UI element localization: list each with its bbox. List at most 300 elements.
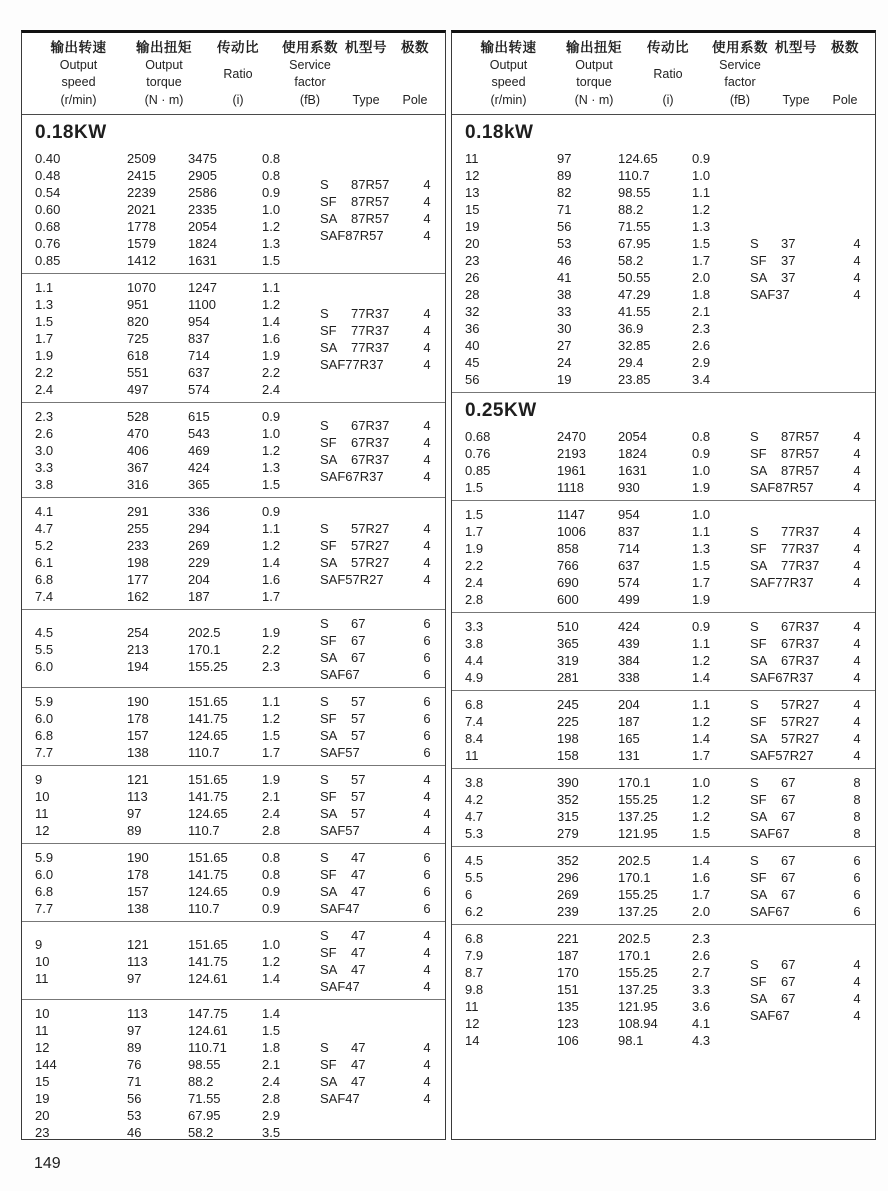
- header-label-en: Output: [489, 57, 528, 72]
- table-row: [465, 150, 750, 167]
- output-torque-value: 198: [557, 731, 579, 746]
- type-prefix: SF: [750, 253, 767, 268]
- output-speed-value: 28: [465, 287, 480, 302]
- output-speed-value: 6.2: [465, 904, 484, 919]
- ratio-value: 1100: [188, 297, 216, 312]
- table-row: [35, 727, 320, 744]
- type-line: [320, 305, 441, 322]
- type-line: [320, 866, 441, 883]
- ratio-value: 1631: [188, 253, 217, 268]
- ratio-value: 155.25: [188, 658, 228, 674]
- type-prefix: S: [320, 616, 329, 631]
- type-prefix: SA: [320, 728, 338, 743]
- pole-value: 6: [423, 711, 431, 726]
- type-model: 57: [351, 728, 366, 743]
- pole-value: 4: [423, 227, 431, 243]
- ratio-value: 170.1: [618, 775, 651, 790]
- table-row: [35, 883, 320, 900]
- type-model: 47: [345, 1091, 360, 1106]
- spec-group: [22, 609, 445, 687]
- data-rows: [22, 279, 320, 398]
- service-factor-value: 2.0: [692, 270, 711, 285]
- output-speed-value: 5.2: [35, 538, 54, 553]
- type-block: [320, 150, 445, 269]
- table-row: [35, 235, 320, 252]
- type-model: 67R37: [351, 434, 390, 450]
- table-row: [465, 713, 750, 730]
- table-row: [35, 1056, 320, 1073]
- header-label-en: factor: [724, 75, 756, 90]
- pole-value: 4: [423, 572, 431, 587]
- output-torque-value: 2021: [127, 202, 156, 217]
- header-label-en: Output: [145, 57, 183, 72]
- type-block: [320, 279, 445, 398]
- ratio-value: 499: [618, 592, 640, 607]
- type-prefix: SA: [750, 809, 768, 824]
- pole-value: 6: [423, 667, 431, 682]
- service-factor-value: 1.0: [692, 463, 711, 478]
- ratio-value: 469: [188, 443, 210, 458]
- ratio-value: 155.25: [618, 965, 658, 980]
- output-speed-value: 3.3: [35, 460, 54, 475]
- type-line: [320, 339, 441, 356]
- type-prefix: S: [750, 524, 759, 539]
- spec-group: [452, 612, 875, 690]
- type-block: [750, 930, 875, 1049]
- ratio-value: 110.7: [188, 745, 220, 760]
- table-row: [35, 588, 320, 605]
- type-line: [750, 825, 871, 842]
- output-torque-value: 245: [557, 697, 579, 712]
- type-line: [750, 540, 871, 557]
- type-line: [750, 774, 871, 791]
- service-factor-value: 1.7: [692, 253, 711, 268]
- output-torque-value: 138: [127, 901, 149, 916]
- output-torque-value: 113: [127, 789, 148, 804]
- service-factor-value: 1.8: [262, 1040, 281, 1055]
- service-factor-value: 1.5: [692, 558, 711, 573]
- service-factor-value: 1.8: [692, 287, 711, 302]
- output-speed-value: 1.7: [35, 331, 54, 346]
- output-speed-value: 36: [465, 321, 480, 336]
- header-label-en: Ratio: [223, 66, 253, 81]
- data-rows: [452, 506, 750, 608]
- output-speed-value: 11: [465, 748, 479, 763]
- output-torque-value: 97: [557, 151, 572, 166]
- type-model: 47: [351, 1074, 366, 1089]
- header-label-en: speed: [491, 75, 526, 90]
- output-torque-value: 177: [127, 572, 149, 587]
- type-prefix: SAF: [320, 227, 346, 243]
- ratio-value: 954: [618, 507, 640, 522]
- ratio-value: 124.65: [188, 806, 228, 821]
- type-model: 57R27: [351, 521, 390, 536]
- pole-value: 6: [853, 853, 861, 868]
- output-speed-value: 2.8: [465, 592, 484, 607]
- output-speed-value: 3.8: [465, 775, 484, 790]
- output-speed-value: 0.68: [35, 219, 61, 234]
- pole-value: 4: [423, 451, 431, 467]
- table-row: [465, 167, 750, 184]
- output-speed-value: 11: [35, 970, 49, 986]
- type-line: [320, 193, 441, 210]
- panel-right-header: [452, 33, 875, 115]
- type-block: [750, 774, 875, 842]
- type-model: 67: [781, 853, 796, 868]
- header-col-torque: [557, 40, 631, 108]
- type-model: 67: [781, 887, 796, 902]
- ratio-value: 155.25: [618, 887, 658, 902]
- output-torque-value: 89: [557, 168, 572, 183]
- type-prefix: SA: [320, 884, 338, 899]
- pole-value: 6: [423, 850, 431, 865]
- type-model: 67R37: [351, 417, 390, 433]
- ratio-value: 67.95: [618, 236, 651, 251]
- type-prefix: SF: [320, 434, 337, 450]
- output-speed-value: 6.8: [35, 572, 54, 587]
- type-model: 47: [351, 867, 366, 882]
- pole-value: 4: [423, 1040, 431, 1055]
- output-speed-value: 7.4: [465, 714, 484, 729]
- service-factor-value: 1.6: [692, 870, 711, 885]
- type-model: 67: [781, 809, 796, 824]
- table-row: [35, 520, 320, 537]
- output-speed-value: 6.0: [35, 658, 54, 674]
- output-torque-value: 121: [127, 936, 149, 952]
- output-torque-value: 198: [127, 555, 149, 570]
- output-torque-value: 225: [557, 714, 579, 729]
- output-torque-value: 53: [557, 236, 572, 251]
- header-label-en: torque: [576, 75, 612, 90]
- ratio-value: 124.61: [188, 970, 228, 986]
- table-row: [465, 320, 750, 337]
- type-model: 87R57: [781, 429, 820, 444]
- output-torque-value: 1147: [557, 507, 585, 522]
- table-row: [35, 408, 320, 425]
- service-factor-value: 2.3: [262, 658, 281, 674]
- type-model: 67: [351, 616, 366, 631]
- service-factor-value: 1.4: [262, 314, 281, 329]
- service-factor-value: 2.0: [692, 904, 711, 919]
- table-row: [465, 981, 750, 998]
- ratio-value: 124.65: [188, 884, 228, 899]
- service-factor-value: 1.7: [692, 575, 711, 590]
- output-torque-value: 2470: [557, 429, 586, 444]
- panel-left-header: [22, 33, 445, 115]
- pole-value: 4: [423, 823, 431, 838]
- spec-group: [22, 687, 445, 765]
- table-row: [465, 337, 750, 354]
- table-row: [465, 218, 750, 235]
- ratio-value: 229: [188, 555, 210, 570]
- service-factor-value: 0.9: [262, 504, 281, 519]
- output-torque-value: 315: [557, 809, 579, 824]
- type-model: 67R37: [781, 619, 820, 634]
- output-speed-value: 3.8: [465, 636, 484, 651]
- table-row: [35, 1107, 320, 1124]
- header-col-sf: [275, 40, 345, 108]
- type-line: [320, 805, 441, 822]
- output-torque-value: 319: [557, 653, 579, 668]
- service-factor-value: 1.5: [262, 1023, 281, 1038]
- table-row: [35, 218, 320, 235]
- output-torque-value: 170: [557, 965, 579, 980]
- type-prefix: SAF: [750, 904, 776, 919]
- output-speed-value: 4.2: [465, 792, 484, 807]
- service-factor-value: 1.0: [262, 936, 281, 952]
- service-factor-value: 1.3: [692, 219, 711, 234]
- output-speed-value: 23: [465, 253, 480, 268]
- ratio-value: 151.65: [188, 936, 228, 952]
- pole-value: 4: [853, 480, 861, 495]
- output-torque-value: 135: [557, 999, 579, 1014]
- type-model: 57R27: [781, 731, 820, 746]
- type-model: 87R57: [775, 480, 814, 495]
- type-line: [320, 927, 441, 944]
- type-prefix: S: [750, 697, 759, 712]
- panel-right: [451, 30, 876, 1140]
- header-col-speed: [22, 40, 127, 108]
- pole-value: 4: [853, 731, 861, 746]
- type-line: [320, 961, 441, 978]
- type-prefix: S: [750, 775, 759, 790]
- output-torque-value: 71: [557, 202, 572, 217]
- type-line: [320, 693, 441, 710]
- type-model: 67: [781, 870, 796, 885]
- service-factor-value: 1.0: [262, 426, 281, 441]
- header-col-ratio: [201, 40, 275, 108]
- type-line: [320, 727, 441, 744]
- type-prefix: SA: [750, 887, 768, 902]
- type-model: 57: [351, 789, 366, 804]
- pole-value: 4: [423, 417, 431, 433]
- header-label-zh: 传动比: [217, 40, 259, 55]
- header-col-pole: [817, 40, 873, 108]
- service-factor-value: 1.2: [262, 219, 281, 234]
- output-speed-value: 0.40: [35, 151, 61, 166]
- table-row: [465, 964, 750, 981]
- pole-value: 8: [853, 775, 861, 790]
- table-row: [35, 459, 320, 476]
- data-rows: [22, 849, 320, 917]
- type-line: [750, 574, 871, 591]
- header-label-en: Service: [719, 57, 761, 72]
- output-torque-value: 551: [127, 365, 149, 380]
- ratio-value: 574: [188, 382, 210, 397]
- type-model: 47: [351, 850, 366, 865]
- ratio-value: 141.75: [188, 789, 228, 804]
- ratio-value: 98.55: [618, 185, 651, 200]
- table-row: [465, 428, 750, 445]
- table-row: [465, 825, 750, 842]
- pole-value: 4: [423, 772, 431, 787]
- output-torque-value: 497: [127, 382, 149, 397]
- output-torque-value: 121: [127, 772, 149, 787]
- type-line: [750, 652, 871, 669]
- ratio-value: 714: [618, 541, 640, 556]
- header-unit: Pole: [832, 93, 858, 107]
- output-torque-value: 106: [557, 1033, 579, 1048]
- output-speed-value: 2.2: [465, 558, 484, 573]
- ratio-value: 141.75: [188, 711, 228, 726]
- header-label-en: Ratio: [653, 66, 683, 81]
- ratio-value: 2586: [188, 185, 217, 200]
- service-factor-value: 1.1: [262, 521, 281, 536]
- spec-table: [21, 30, 868, 1140]
- output-torque-value: 1412: [127, 253, 156, 268]
- type-model: 67R37: [775, 670, 814, 685]
- output-torque-value: 1778: [127, 219, 156, 234]
- pole-value: 6: [423, 901, 431, 916]
- header-col-ratio: [631, 40, 705, 108]
- ratio-value: 3475: [188, 151, 217, 166]
- ratio-value: 294: [188, 521, 210, 536]
- type-model: 77R37: [351, 305, 390, 321]
- pole-value: 4: [853, 236, 861, 251]
- ratio-value: 47.29: [618, 287, 651, 302]
- type-prefix: SF: [750, 792, 767, 807]
- type-block: [320, 849, 445, 917]
- header-col-torque: [127, 40, 201, 108]
- table-row: [465, 354, 750, 371]
- header-col-sf: [705, 40, 775, 108]
- type-line: [750, 286, 871, 303]
- table-row: [35, 476, 320, 493]
- service-factor-value: 3.4: [692, 372, 711, 387]
- pole-value: 4: [853, 463, 861, 478]
- output-torque-value: 194: [127, 658, 149, 674]
- type-model: 37: [781, 270, 796, 285]
- pole-value: 6: [423, 633, 431, 648]
- output-torque-value: 766: [557, 558, 579, 573]
- output-speed-value: 0.48: [35, 168, 61, 183]
- type-prefix: S: [750, 429, 759, 444]
- type-prefix: SF: [320, 867, 337, 882]
- service-factor-value: 1.2: [262, 953, 281, 969]
- output-torque-value: 618: [127, 348, 149, 363]
- table-row: [35, 313, 320, 330]
- service-factor-value: 1.4: [692, 731, 711, 746]
- output-speed-value: 2.2: [35, 365, 54, 380]
- type-model: 57R27: [351, 555, 390, 570]
- output-speed-value: 11: [35, 1023, 49, 1038]
- output-speed-value: 9: [35, 772, 43, 787]
- type-model: 57: [351, 711, 366, 726]
- type-prefix: S: [320, 305, 329, 321]
- ratio-value: 1631: [618, 463, 647, 478]
- table-row: [465, 730, 750, 747]
- pole-value: 4: [423, 521, 431, 536]
- ratio-value: 204: [188, 572, 210, 587]
- ratio-value: 124.65: [188, 728, 228, 743]
- output-speed-value: 5.9: [35, 694, 54, 709]
- output-torque-value: 97: [127, 970, 142, 986]
- pole-value: 4: [423, 928, 431, 943]
- header-label-zh: 输出转速: [480, 40, 537, 55]
- output-torque-value: 365: [557, 636, 579, 651]
- ratio-value: 202.5: [618, 853, 651, 868]
- spec-group: [22, 145, 445, 273]
- type-model: 47: [351, 1057, 366, 1072]
- ratio-value: 32.85: [618, 338, 651, 353]
- spec-group: [452, 924, 875, 1053]
- type-model: 37: [781, 253, 796, 268]
- ratio-value: 110.7: [188, 823, 220, 838]
- table-row: [465, 445, 750, 462]
- ratio-value: 2335: [188, 202, 217, 217]
- type-prefix: S: [750, 236, 759, 251]
- type-line: [320, 883, 441, 900]
- output-speed-value: 4.7: [465, 809, 484, 824]
- output-speed-value: 4.4: [465, 653, 484, 668]
- output-speed-value: 6.0: [35, 711, 54, 726]
- output-torque-value: 76: [127, 1057, 142, 1072]
- output-torque-value: 123: [557, 1016, 579, 1031]
- pole-value: 4: [853, 697, 861, 712]
- type-line: [750, 235, 871, 252]
- header-unit: (i): [232, 93, 244, 107]
- service-factor-value: 0.9: [262, 409, 281, 424]
- pole-value: 4: [423, 305, 431, 321]
- table-row: [465, 303, 750, 320]
- type-model: 57R27: [351, 538, 390, 553]
- output-torque-value: 138: [127, 745, 149, 760]
- type-prefix: SF: [320, 789, 337, 804]
- pole-value: 6: [423, 884, 431, 899]
- service-factor-value: 1.5: [262, 728, 281, 743]
- output-speed-value: 5.9: [35, 850, 54, 865]
- output-torque-value: 406: [127, 443, 149, 458]
- type-line: [320, 356, 441, 373]
- type-line: [320, 666, 441, 683]
- table-row: [35, 936, 320, 953]
- output-torque-value: 187: [557, 948, 579, 963]
- header-label-zh: 传动比: [647, 40, 689, 55]
- table-row: [35, 1073, 320, 1090]
- table-row: [35, 347, 320, 364]
- table-row: [465, 774, 750, 791]
- ratio-value: 121.95: [618, 826, 658, 841]
- table-row: [35, 788, 320, 805]
- type-prefix: SAF: [320, 745, 346, 760]
- output-torque-value: 510: [557, 619, 579, 634]
- pole-value: 6: [423, 694, 431, 709]
- output-torque-value: 190: [127, 850, 149, 865]
- output-speed-value: 5.3: [465, 826, 484, 841]
- output-speed-value: 4.5: [465, 853, 484, 868]
- table-row: [465, 591, 750, 608]
- type-model: 57: [351, 772, 366, 787]
- output-torque-value: 470: [127, 426, 149, 441]
- output-torque-value: 71: [127, 1074, 142, 1089]
- type-line: [750, 747, 871, 764]
- service-factor-value: 2.2: [262, 365, 281, 380]
- type-prefix: S: [320, 850, 329, 865]
- service-factor-value: 4.1: [692, 1016, 711, 1031]
- pole-value: 4: [423, 789, 431, 804]
- service-factor-value: 1.4: [262, 970, 281, 986]
- service-factor-value: 1.5: [262, 477, 281, 492]
- output-torque-value: 46: [127, 1125, 142, 1140]
- type-block: [750, 852, 875, 920]
- service-factor-value: 0.9: [692, 446, 711, 461]
- spec-group: [22, 402, 445, 497]
- header-label-zh: 使用系数: [712, 40, 768, 55]
- service-factor-value: 1.9: [692, 592, 711, 607]
- service-factor-value: 1.2: [262, 538, 281, 553]
- pole-value: 4: [853, 973, 861, 989]
- table-row: [35, 970, 320, 987]
